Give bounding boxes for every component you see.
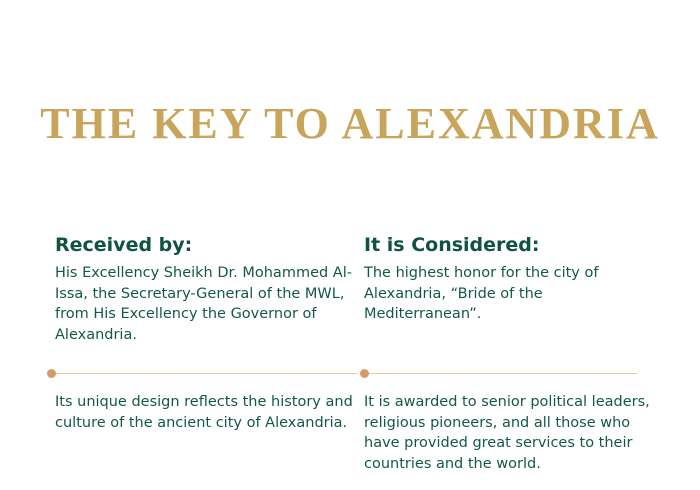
design-text: Its unique design reflects the history and culture of the ancient city of Alexandria. [55,394,353,431]
received-by-heading: Received by: [55,234,193,256]
right-divider-dot [360,369,369,378]
awarded-section [364,392,664,474]
page-title: THE KEY TO ALEXANDRIA [40,99,660,148]
considered-section [364,233,664,325]
awarded-text: It is awarded to senior political leaders, religious pioneers, and all those who have provided great services to their countries and the world. [364,394,650,472]
right-divider [365,373,637,374]
design-section [55,392,355,433]
received-by-section [55,233,355,345]
received-by-text: His Excellency Sheikh Dr. Mohammed Al-Issa, the Secretary-General of the MWL, from His Excellency the Governor of Alexandria. [55,265,352,343]
left-divider [52,373,357,374]
left-divider-dot [47,369,56,378]
considered-heading: It is Considered: [364,234,540,256]
considered-text: The highest honor for the city of Alexandria, “Bride of the Mediterranean”. [364,265,599,322]
